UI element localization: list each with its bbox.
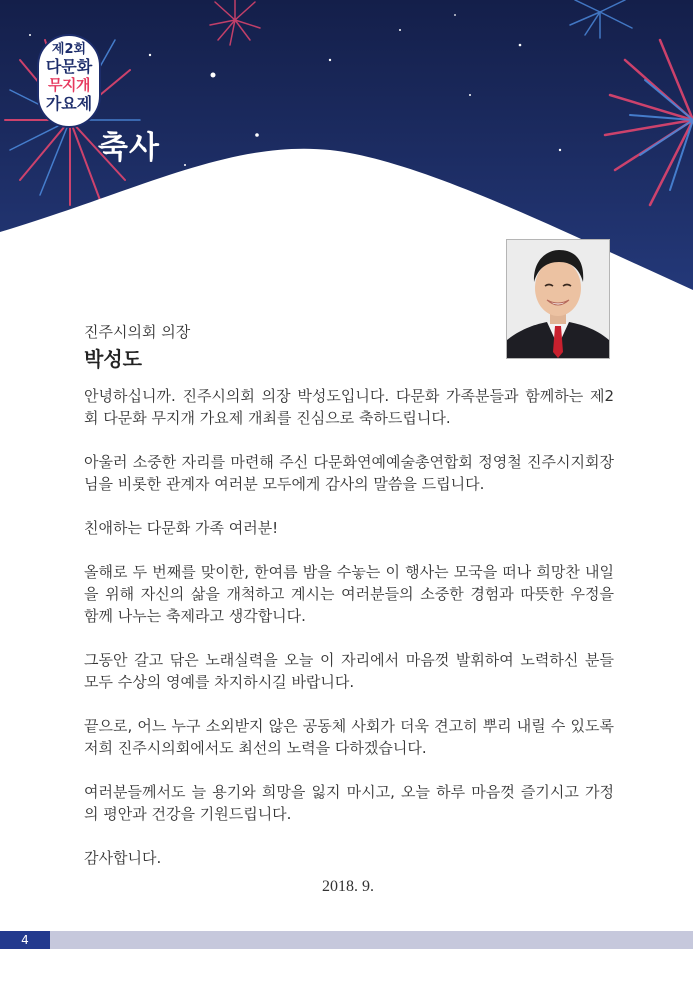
speech-body — [84, 385, 614, 891]
paragraph-wishes: 그동안 갈고 닦은 노래실력을 오늘 이 자리에서 마음껏 발휘하여 노력하신 분들 모두 수상의 영예를 차지하시길 바랍니다. — [84, 651, 614, 691]
paragraph-greeting: 안녕하십니까. 진주시의회 의장 박성도입니다. 다문화 가족분들과 함께하는 제2회 다문화 무지개 가요제 개최를 진심으로 축하드립니다. — [84, 387, 614, 427]
badge-line-3: 가요제 — [45, 94, 93, 113]
author-name: 박성도 — [84, 347, 142, 371]
paragraph-commitment: 끝으로, 어느 누구 소외받지 않은 공동체 사회가 더욱 견고히 뿌리 내릴 수 있도록 저희 진주시의회에서도 최선의 노력을 다하겠습니다. — [84, 717, 614, 757]
badge-line-1: 다문화 — [45, 57, 93, 76]
author-role: 진주시의회 의장 — [84, 323, 191, 341]
badge-edition: 제2회 — [51, 42, 87, 57]
author-portrait — [506, 239, 610, 359]
paragraph-blessing: 여러분들께서도 늘 용기와 희망을 잃지 마시고, 오늘 하루 마음껏 즐기시고 가정의 평안과 건강을 기원드립니다. — [84, 783, 614, 823]
page-title: 축사 — [98, 130, 160, 166]
page-number: 4 — [0, 931, 50, 949]
paragraph-address: 친애하는 다문화 가족 여러분! — [84, 519, 279, 537]
paragraph-thanks: 아울러 소중한 자리를 마련해 주신 다문화연예예술총연합회 정영철 진주시지회장님을 비롯한 관계자 여러분 모두에게 감사의 말씀을 드립니다. — [84, 453, 614, 493]
paragraph-event: 올해로 두 번째를 맞이한, 한여름 밤을 수놓는 이 행사는 모국을 떠나 희망찬 내일을 위해 자신의 삶을 개척하고 계시는 여러분들의 소중한 경험과 따뜻한 우정을 함께 나누는 축제라고 생각합니다. — [84, 563, 614, 625]
festival-logo-badge — [37, 34, 101, 128]
badge-line-2: 무지개 — [48, 76, 90, 94]
portrait-illustration — [507, 240, 609, 358]
speech-date: 2018. 9. — [322, 878, 374, 895]
footer-bar — [50, 931, 693, 949]
paragraph-closing: 감사합니다. — [84, 849, 162, 867]
